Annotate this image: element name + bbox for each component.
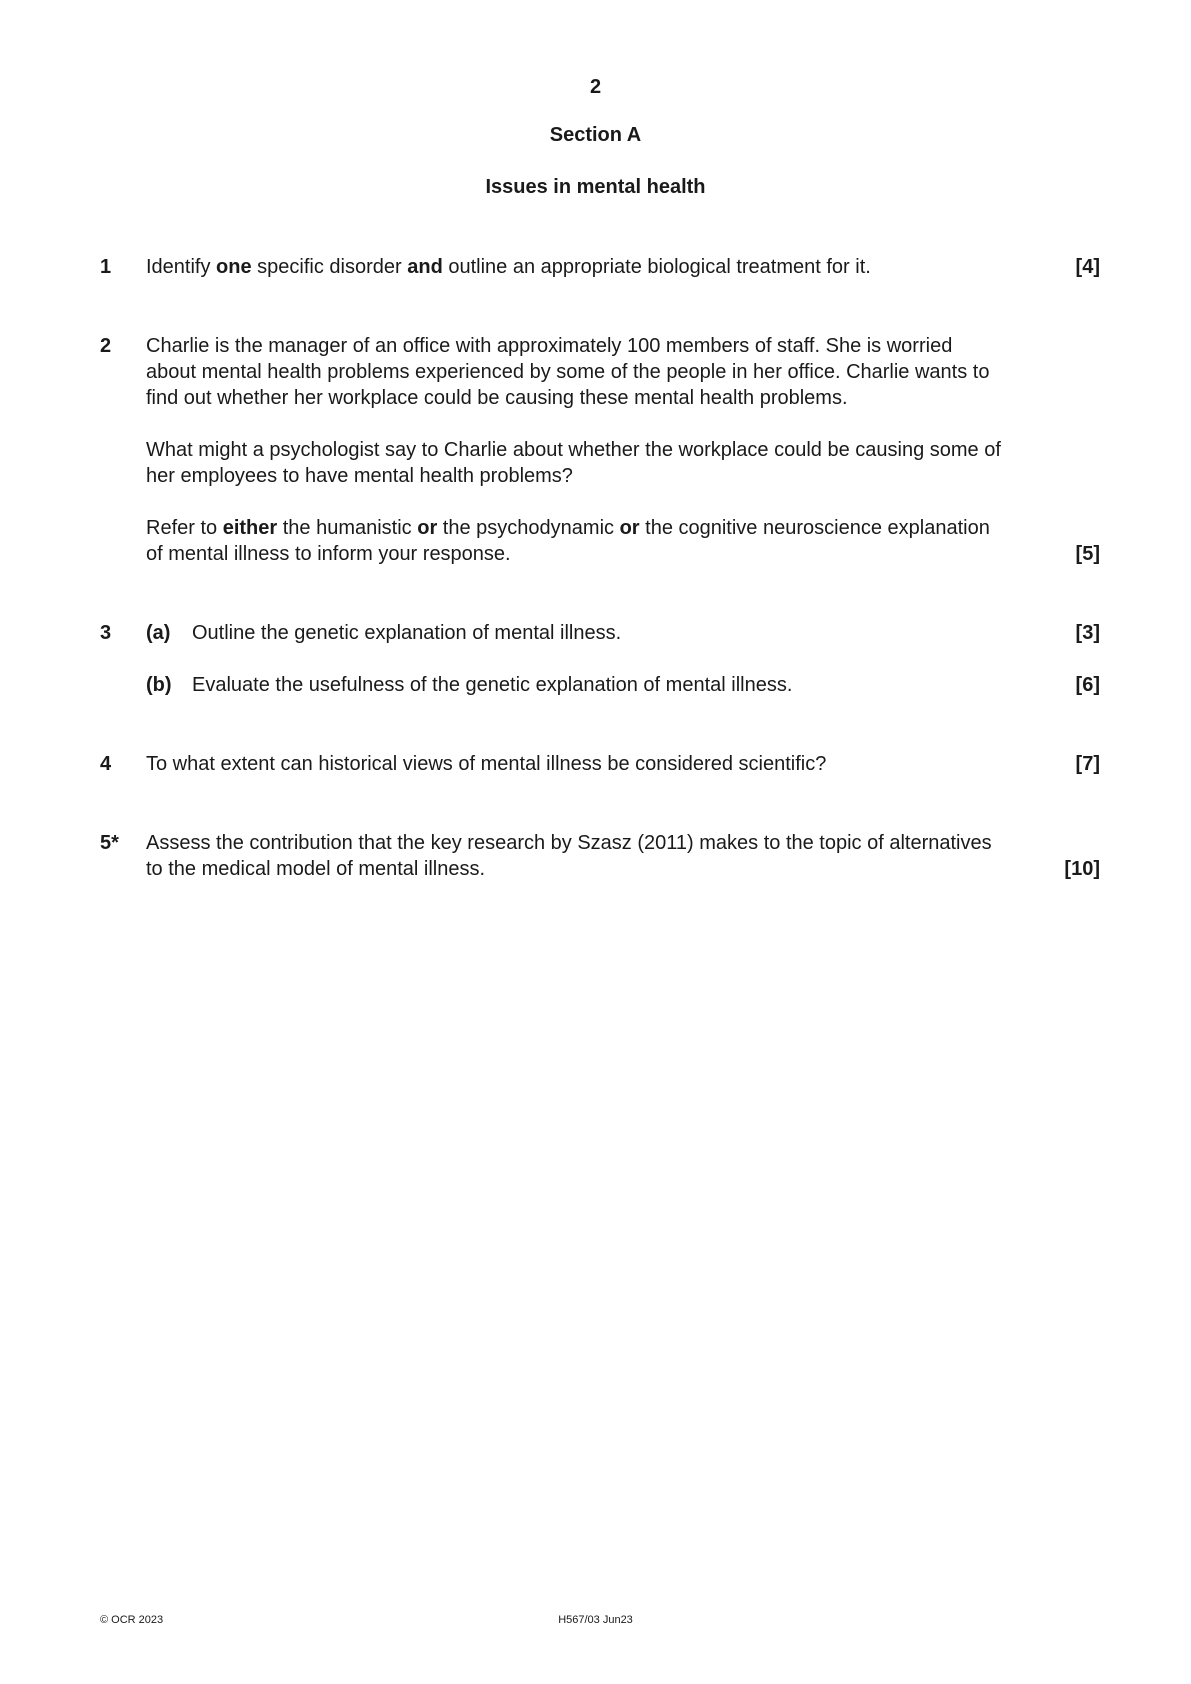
subquestion-text: Outline the genetic explanation of mental illness. xyxy=(192,622,622,644)
subquestion-letter: (b) xyxy=(146,674,172,696)
footer-copyright: © OCR 2023 xyxy=(100,1614,164,1626)
question-body xyxy=(146,830,1100,882)
question-number: 4 xyxy=(100,753,112,775)
footer-paper-code: H567/03 Jun23 xyxy=(558,1614,633,1626)
subquestion-b xyxy=(146,672,1100,698)
section-subtitle: Issues in mental health xyxy=(485,176,706,198)
question-text-line: to the medical model of mental illness. [10] xyxy=(146,858,1100,880)
question-body xyxy=(146,333,1100,567)
subquestion-letter: (a) xyxy=(146,622,171,644)
question-text-line: about mental health problems experienced by some of the people in her office. Charlie wants to xyxy=(146,361,990,383)
page-number: 2 xyxy=(589,76,602,98)
question-text-line: find out whether her workplace could be causing these mental health problems. xyxy=(146,387,848,409)
marks: [3] xyxy=(1075,622,1100,644)
question-number: 3 xyxy=(100,622,112,644)
question-text: Identify one specific disorder and outline an appropriate biological treatment for it. [4] xyxy=(146,256,1100,278)
question-number: 5* xyxy=(100,832,119,854)
marks: [4] xyxy=(1075,256,1100,278)
section-title: Section A xyxy=(549,124,642,146)
marks: [7] xyxy=(1075,753,1100,775)
question-text-line: Refer to either the humanistic or the psychodynamic or the cognitive neuroscience explanation xyxy=(146,517,990,539)
subquestion-a xyxy=(146,620,1100,646)
question-number: 1 xyxy=(100,256,112,278)
question-text-line: Charlie is the manager of an office with approximately 100 members of staff. She is worried xyxy=(146,335,953,357)
question-number: 2 xyxy=(100,335,112,357)
question-text-line: of mental illness to inform your response. [5] xyxy=(146,543,1100,565)
question-text-line: her employees to have mental health problems? xyxy=(146,465,573,487)
subquestion-text: Evaluate the usefulness of the genetic explanation of mental illness. xyxy=(192,674,793,696)
question-body xyxy=(146,254,1100,280)
question-body xyxy=(146,751,1100,777)
marks: [5] xyxy=(1075,543,1100,565)
question-text: To what extent can historical views of mental illness be considered scientific? [7] xyxy=(146,753,1100,775)
marks: [10] xyxy=(1064,858,1100,880)
question-body xyxy=(146,620,1100,698)
question-text-line: What might a psychologist say to Charlie about whether the workplace could be causing some of xyxy=(146,439,1001,461)
marks: [6] xyxy=(1075,674,1100,696)
question-text-line: Assess the contribution that the key research by Szasz (2011) makes to the topic of alternatives xyxy=(146,832,992,854)
